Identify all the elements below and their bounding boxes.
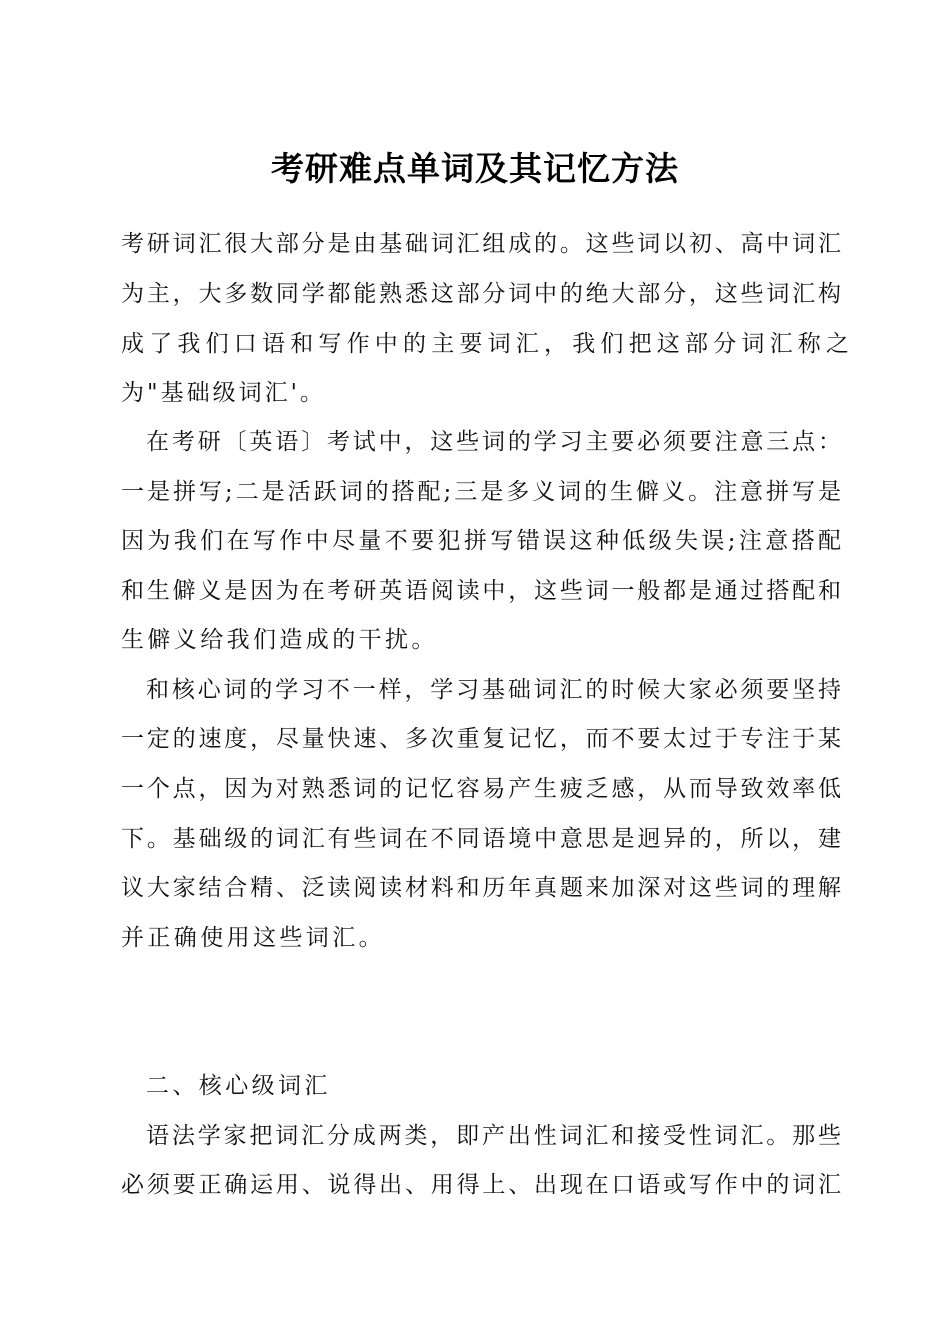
paragraph-3-line-3: 一个点，因为对熟悉词的记忆容易产生疲乏感，从而导致效率低 (121, 776, 841, 802)
paragraph-4-line-1: 语法学家把词汇分成两类，即产出性词汇和接受性词汇。那些 (146, 1123, 841, 1149)
paragraph-3-line-2: 一定的速度，尽量快速、多次重复记忆，而不要太过于专注于某 (121, 726, 841, 752)
paragraph-3-line-4: 下。基础级的词汇有些词在不同语境中意思是迥异的，所以，建 (121, 826, 841, 852)
paragraph-1-line-2: 为主，大多数同学都能熟悉这部分词中的绝大部分，这些词汇构 (121, 281, 841, 307)
document-title: 考研难点单词及其记忆方法 (271, 149, 679, 188)
paragraph-3-line-5: 议大家结合精、泛读阅读材料和历年真题来加深对这些词的理解 (121, 875, 841, 901)
paragraph-2-line-5: 生僻义给我们造成的干扰。 (121, 627, 438, 653)
paragraph-2-line-3: 因为我们在写作中尽量不要犯拼写错误这种低级失误;注意搭配 (121, 528, 841, 554)
section-heading: 二、核心级词汇 (146, 1073, 331, 1099)
paragraph-1-line-1: 考研词汇很大部分是由基础词汇组成的。这些词以初、高中词汇 (121, 231, 841, 257)
paragraph-2-line-1: 在考研〔英语〕考试中，这些词的学习主要必须要注意三点： (146, 429, 841, 455)
paragraph-3-line-1: 和核心词的学习不一样，学习基础词汇的时候大家必须要坚持 (146, 677, 841, 703)
paragraph-4-line-2: 必须要正确运用、说得出、用得上、出现在口语或写作中的词汇 (121, 1172, 841, 1198)
paragraph-2-line-4: 和生僻义是因为在考研英语阅读中，这些词一般都是通过搭配和 (121, 578, 841, 604)
paragraph-2-line-2: 一是拼写;二是活跃词的搭配;三是多义词的生僻义。注意拼写是 (121, 479, 841, 505)
paragraph-1-line-3: 成了我们口语和写作中的主要词汇，我们把这部分词汇称之 (121, 331, 855, 357)
paragraph-1-line-4: 为"基础级词汇'。 (121, 380, 326, 406)
paragraph-3-line-6: 并正确使用这些词汇。 (121, 925, 385, 951)
